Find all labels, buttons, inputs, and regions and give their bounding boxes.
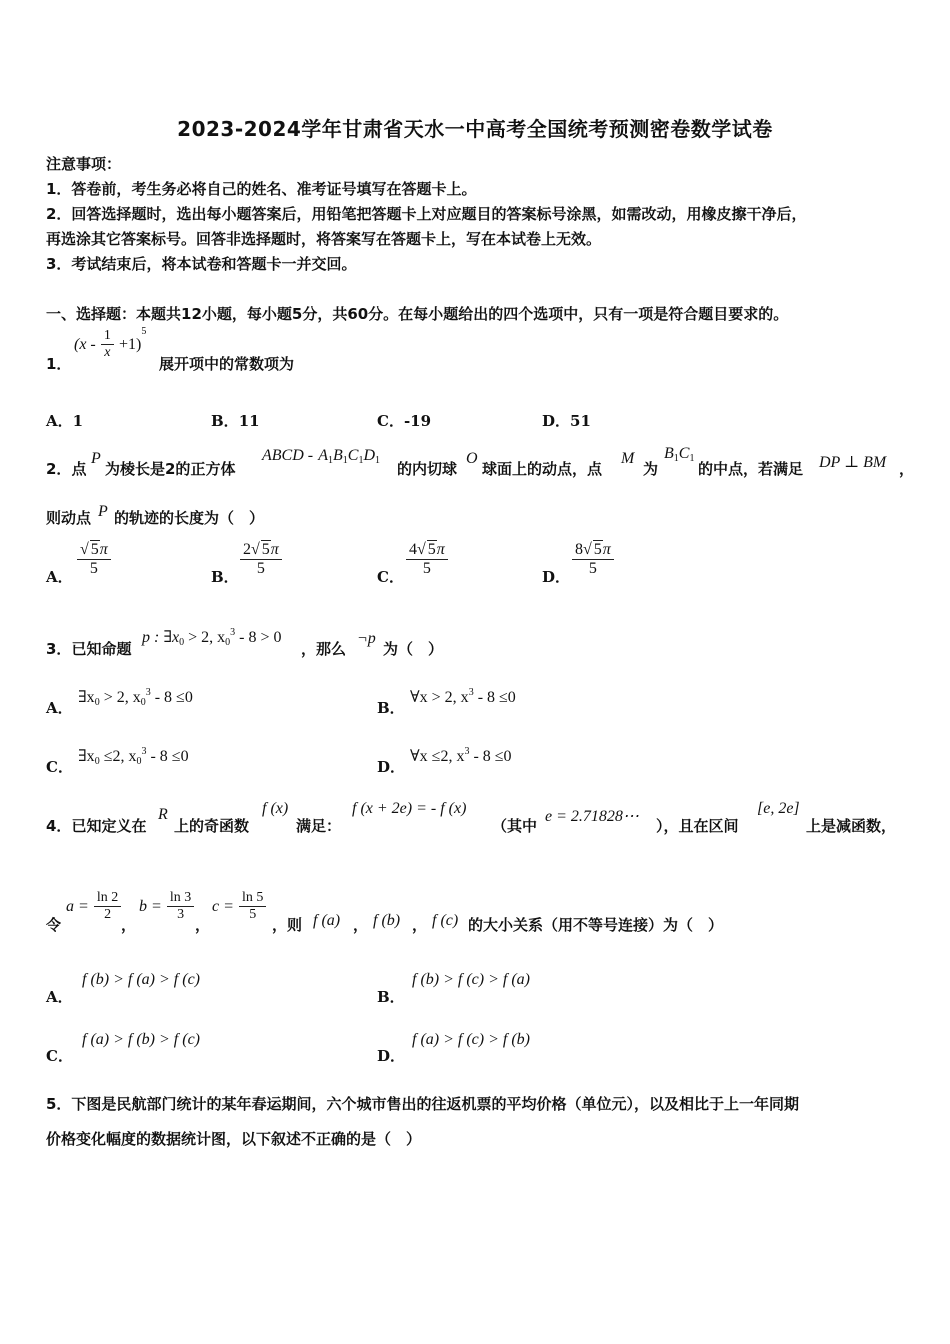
q4-text-1: 已知定义在 xyxy=(71,817,147,835)
notice-item-3: 3．考试结束后，将本试卷和答题卡一并交回。 xyxy=(46,255,357,273)
notice-item-1: 1．答卷前，考生务必将自己的姓名、准考证号填写在答题卡上。 xyxy=(46,180,477,198)
q1-fraction xyxy=(101,328,114,361)
q2-text-3: 的内切球 xyxy=(397,460,458,478)
q4-fx: f (x) xyxy=(262,800,289,817)
q3-number: 3． xyxy=(46,640,72,658)
q4-sep-4: ， xyxy=(412,916,428,934)
q2-option-d-value: $\frac{8√ 5\pi}{5}$ xyxy=(572,540,614,578)
q3-negp: ¬p xyxy=(357,630,376,647)
section-heading: 一、选择题：本题共12小题，每小题5分，共60分。在每小题给出的四个选项中，只有一项是符合题目要求的。 xyxy=(46,305,789,323)
q4-line-2a: 令 xyxy=(46,916,62,934)
q2-option-c-value: $\frac{4√ 5\pi}{5}$ xyxy=(406,540,448,578)
q4-option-b-label: B． xyxy=(377,988,405,1006)
q1-option-d-value: 51 xyxy=(570,412,591,430)
q1-option-d-label: D． xyxy=(542,412,571,430)
q4-interval: [e, 2e] xyxy=(757,800,800,817)
q4-option-d-value: f (a) > f (c) > f (b) xyxy=(412,1031,530,1048)
q4-sep-1: ， xyxy=(121,916,137,934)
q3-proposition: p : $\exists x_0 > 2$, $x_0^3 - 8 > 0$ xyxy=(142,627,282,648)
q1-option-b-label: B． xyxy=(211,412,239,430)
q4-fc: f (c) xyxy=(432,912,459,929)
q1-option-d xyxy=(542,410,591,431)
q4-text-3: 满足： xyxy=(296,817,342,835)
page-title: 2023-2024学年甘肃省天水一中高考全国统考预测密卷数学试卷 xyxy=(177,117,773,141)
q1-option-a-value: 1 xyxy=(72,412,84,430)
q3-line xyxy=(46,638,131,659)
q3-option-d-label: D． xyxy=(377,758,406,776)
q2-cube: ABCD - $A_1B_1C_1D_1$ xyxy=(262,447,380,466)
q5-line-1: 5．下图是民航部门统计的某年春运期间，六个城市售出的往返机票的平均价格（单位元），以及相比于上一年同期 xyxy=(46,1095,799,1113)
q1-exponent: 5 xyxy=(141,326,147,337)
q4-option-a-label: A． xyxy=(46,988,73,1006)
q2-var-o: O xyxy=(466,450,478,467)
q1-frac-den: x xyxy=(104,345,111,360)
q4-text-4: （其中 xyxy=(492,817,538,835)
q3-text-3: 为（ ） xyxy=(383,640,444,658)
q2-option-a-label: A． xyxy=(46,568,73,586)
q4-def-a: a = $\frac{\ln 2}{2}$ xyxy=(66,890,121,923)
q1-option-c xyxy=(377,410,431,431)
q4-var-r: R xyxy=(158,806,168,823)
q3-text-2: ，那么 xyxy=(301,640,347,658)
q2-line-2a: 则动点 xyxy=(46,509,92,527)
q2-var-p: P xyxy=(91,450,101,467)
q2-number: 2． xyxy=(46,460,72,478)
q4-e-value: e = 2.71828⋯ xyxy=(545,808,639,825)
q5-line-2: 价格变化幅度的数据统计图，以下叙述不正确的是（ ） xyxy=(46,1130,422,1148)
q1-expr-open: (x - xyxy=(74,336,96,353)
q4-text-6: 上是减函数， xyxy=(806,817,897,835)
q4-equation: f (x + 2e) = - f (x) xyxy=(352,800,467,817)
q4-text-2: 上的奇函数 xyxy=(174,817,250,835)
q1-option-a xyxy=(46,410,83,431)
q4-fa: f (a) xyxy=(313,912,341,929)
q2-option-b-value: $\frac{2√ 5\pi}{5}$ xyxy=(240,540,282,578)
q1-option-b-value: 11 xyxy=(238,412,260,430)
q4-option-c-label: C． xyxy=(46,1047,73,1065)
q1-text: 展开项中的常数项为 xyxy=(159,355,295,373)
q2-option-d-label: D． xyxy=(542,568,571,586)
q4-def-b: b = $\frac{\ln 3}{3}$ xyxy=(139,890,194,923)
q4-number: 4． xyxy=(46,817,72,835)
notice-item-2: 2．回答选择题时，选出每小题答案后，用铅笔把答题卡上对应题目的答案标号涂黑，如需改动，用橡皮擦干净后， xyxy=(46,205,807,223)
q2-text-6: 的中点，若满足 xyxy=(698,460,804,478)
q2-var-p2: P xyxy=(98,503,108,520)
q1-expr-close: +1) xyxy=(118,336,142,353)
q2-line-1 xyxy=(46,458,86,479)
q4-text-5: ），且在区间 xyxy=(656,817,739,835)
q2-text-5: 为 xyxy=(643,460,659,478)
q2-line-2b: 的轨迹的长度为（ ） xyxy=(114,509,265,527)
q1-number: 1． xyxy=(46,355,72,373)
q3-option-a-value: $\exists x_0 > 2$, $x_0^3 - 8 \le 0$ xyxy=(78,687,193,708)
q3-option-d-value: ∀x ≤2, $x^3 - 8 \le 0$ xyxy=(410,746,512,765)
notice-item-2-cont: 再选涂其它答案标号。回答非选择题时，将答案写在答题卡上，写在本试卷上无效。 xyxy=(46,230,602,248)
q4-option-c-value: f (a) > f (b) > f (c) xyxy=(82,1031,200,1048)
q3-text-1: 已知命题 xyxy=(71,640,132,658)
q2-var-m: M xyxy=(621,450,635,467)
q4-text-then: ，则 xyxy=(272,916,303,934)
q2-comma: ， xyxy=(899,460,915,478)
q1-expression xyxy=(74,328,146,361)
q4-line-1a xyxy=(46,815,146,836)
q3-option-c-label: C． xyxy=(46,758,73,776)
q4-option-a-value: f (b) > f (a) > f (c) xyxy=(82,971,200,988)
q4-sep-3: ， xyxy=(353,916,369,934)
q2-option-c-label: C． xyxy=(377,568,404,586)
q3-option-c-value: $\exists x_0 \le 2$, $x_0^3 - 8 \le 0$ xyxy=(78,746,189,767)
q4-option-d-label: D． xyxy=(377,1047,406,1065)
q4-def-c: c = $\frac{\ln 5}{5}$ xyxy=(212,890,266,923)
q2-b1c1: $B_1C_1$ xyxy=(664,445,695,464)
q1-option-c-value: -19 xyxy=(403,412,432,430)
q1-option-c-label: C． xyxy=(377,412,404,430)
q1-option-a-label: A． xyxy=(46,412,73,430)
q2-option-b-label: B． xyxy=(211,568,239,586)
q2-text-4: 球面上的动点，点 xyxy=(482,460,603,478)
q2-text-1: 点 xyxy=(71,460,87,478)
q3-option-b-value: ∀x > 2, $x^3 - 8 \le 0$ xyxy=(410,687,516,706)
q3-option-b-label: B． xyxy=(377,699,405,717)
q4-sep-2: ， xyxy=(195,916,211,934)
q4-option-b-value: f (b) > f (c) > f (a) xyxy=(412,971,530,988)
q2-text-2: 为棱长是2的正方体 xyxy=(105,460,236,478)
q4-text-end: 的大小关系（用不等号连接）为（ ） xyxy=(468,916,724,934)
notice-heading: 注意事项： xyxy=(46,155,122,173)
q4-fb: f (b) xyxy=(373,912,401,929)
q2-cube-base: ABCD - xyxy=(262,447,314,464)
q3-option-a-label: A． xyxy=(46,699,73,717)
q2-option-a-value: $\frac{√ 5\pi}{5}$ xyxy=(77,540,111,578)
q1-option-b xyxy=(211,410,260,431)
q2-condition: DP ⊥ BM xyxy=(819,454,887,471)
q1-frac-num: 1 xyxy=(101,328,114,345)
